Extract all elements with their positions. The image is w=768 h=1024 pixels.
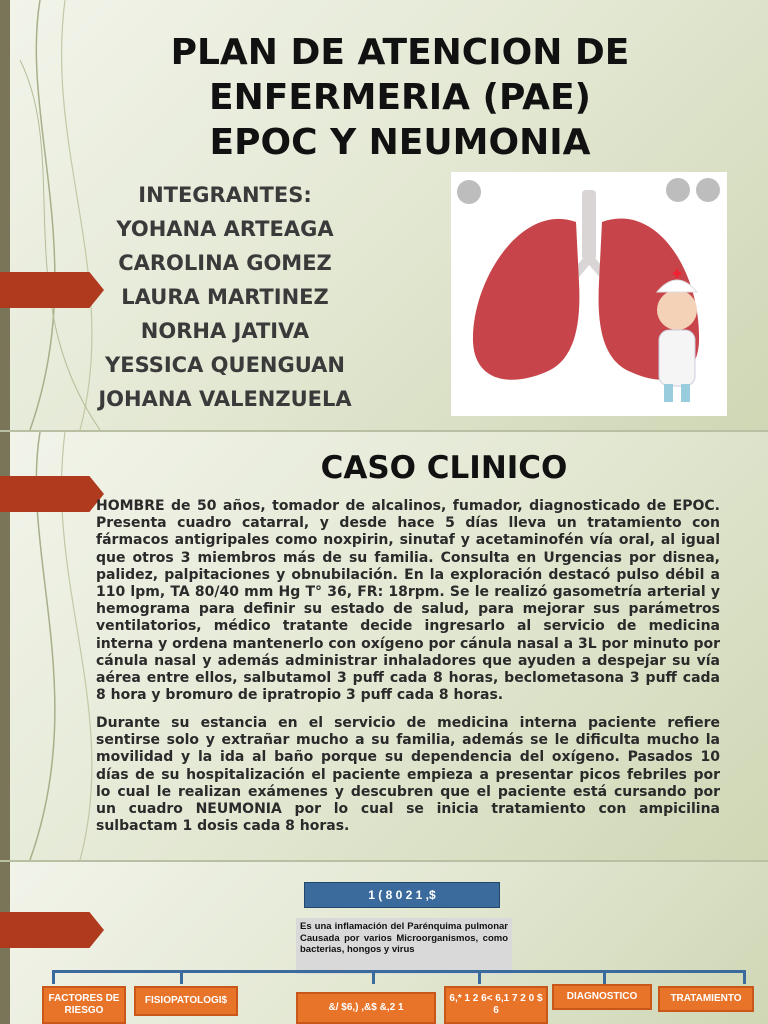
- concept-box-signos: 6,* 1 2 6< 6,1 7 2 0 $ 6: [444, 986, 548, 1024]
- member-name: LAURA MARTINEZ: [121, 285, 329, 309]
- lungs-illustration: [451, 172, 727, 416]
- title-line: PLAN DE ATENCION DE: [170, 32, 630, 73]
- concept-box-diagnostico: DIAGNOSTICO: [552, 984, 652, 1010]
- connector-line: [180, 970, 183, 984]
- members-heading: INTEGRANTES:: [138, 183, 312, 207]
- title-slide: [0, 0, 768, 430]
- connector-line: [603, 970, 606, 984]
- connector-line: [372, 970, 375, 984]
- case-slide: [0, 432, 768, 860]
- connector-line: [52, 970, 746, 973]
- member-name: NORHA JATIVA: [140, 319, 310, 343]
- concept-box-fisiopatologia: FISIOPATOLOGI$: [134, 986, 238, 1016]
- red-tab: [0, 912, 104, 948]
- members-list: [60, 178, 390, 416]
- connector-line: [52, 970, 55, 984]
- concept-box-clasificacion: &/ $6,) ,&$ &,2 1: [296, 992, 436, 1024]
- member-name: YOHANA ARTEAGA: [116, 217, 334, 241]
- lungs-icon: [451, 172, 727, 416]
- page-title: [140, 30, 660, 165]
- section-title: CASO CLINICO: [320, 450, 568, 486]
- case-paragraph: Durante su estancia en el servicio de medicina interna paciente refiere sentirse solo y extrañar mucho a su familia, además se le dificulta mucho la movilidad y la ida al baño porque su dependencia del oxígeno. Pasados 10 días de su hospitalización el paciente empieza a presentar picos febriles por lo cual le realizan exámenes y descubren que el paciente está cursando por un cuadro NEUMONIA por lo cual se inicia tratamiento con ampicilina sulbactam 1 dosis cada 8 horas.: [96, 715, 720, 835]
- concept-box-factores: FACTORES DE RIESGO: [42, 986, 126, 1024]
- member-name: CAROLINA GOMEZ: [118, 251, 332, 275]
- definition-box: Es una inflamación del Parénquima pulmonar Causada por varios Microorganismos, como bacterias, hongos y virus: [296, 918, 512, 974]
- member-name: JOHANA VALENZUELA: [98, 387, 352, 411]
- title-line: EPOC Y NEUMONIA: [209, 122, 591, 163]
- case-paragraph: HOMBRE de 50 años, tomador de alcalinos, fumador, diagnosticado de EPOC. Presenta cuadro catarral, y desde hace 5 días lleva un tratamiento con fármacos antigripales como noxpirin, sinutaf y acetaminofén vía oral, al igual que otros 3 miembros más de su familia. Consulta en Urgencias por disnea, palidez, palpitaciones y obnubilación. En la exploración destacó pulso débil a 110 lpm, TA 80/40 mm Hg T° 36, FR: 18rpm. Se le realizó gasometría arterial y hemograma para definir su estado de salud, para mejorar sus parámetros ventilatorios, médico tratante decide ingresarlo al servicio de medicina interna y ordena mantenerlo con oxígeno por cánula nasal a 3L por minuto por cánula nasal y además administrar inhaladores que ayuden a despejar su vía aérea entre ellos, salbutamol 3 puff cada 8 horas, beclometasona 3 puff cada 8 hora y bromuro de ipratropio 3 puff cada 8 horas.: [96, 498, 720, 704]
- connector-line: [478, 970, 481, 984]
- connector-line: [743, 970, 746, 984]
- member-name: YESSICA QUENGUAN: [105, 353, 345, 377]
- red-tab: [0, 476, 104, 512]
- concept-box-tratamiento: TRATAMIENTO: [658, 986, 754, 1012]
- concept-root-box: 1 ( 8 0 2 1 ,$: [304, 882, 500, 908]
- concept-map-slide: [0, 862, 768, 1024]
- title-line: ENFERMERIA (PAE): [209, 77, 591, 118]
